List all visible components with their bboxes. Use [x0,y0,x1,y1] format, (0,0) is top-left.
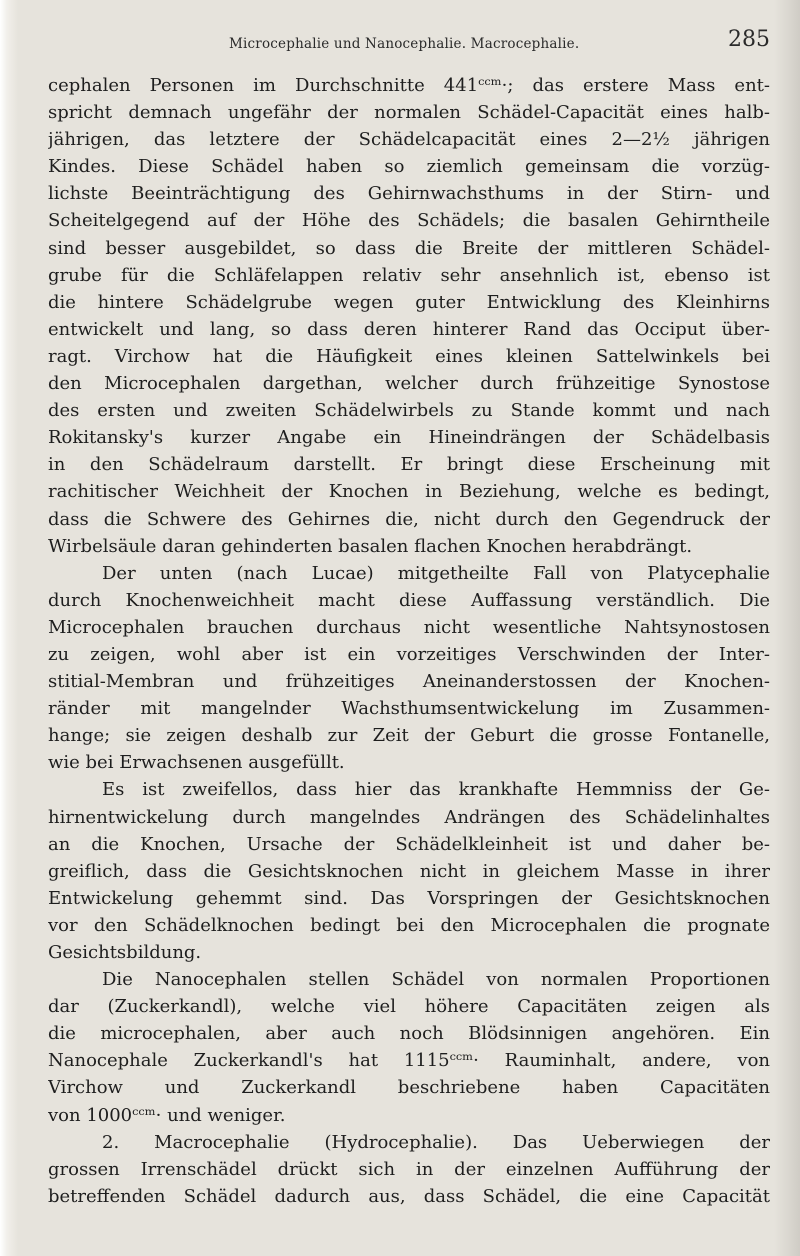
text-line: Nanocephale Zuckerkandl's hat 1115ᶜᶜᵐ· Rauminhalt, andere, von [48,1050,770,1072]
text-line: Microcephalen brauchen durchaus nicht wesentliche Nahtsynostosen [48,616,770,638]
page-number: 285 [728,27,770,52]
text-line: durch Knochenweichheit macht diese Auffassung verständlich. Die [48,589,770,611]
text-line: von 1000ᶜᶜᵐ· und weniger. [48,1104,286,1126]
text-line: entwickelt und lang, so dass deren hinterer Rand das Occiput über- [48,318,770,340]
running-title: Microcephalie und Nanocephalie. Macrocephalie. [229,36,580,52]
text-line: Es ist zweifellos, dass hier das krankhafte Hemmniss der Ge- [102,779,770,801]
body-text [48,72,770,1210]
text-line: 2. Macrocephalie (Hydrocephalie). Das Ueberwiegen der [102,1131,770,1153]
text-line: rachitischer Weichheit der Knochen in Beziehung, welche es bedingt, [48,481,770,503]
text-line: Die Nanocephalen stellen Schädel von normalen Proportionen [102,969,770,991]
text-line: Der unten (nach Lucae) mitgetheilte Fall von Platycephalie [102,562,770,584]
text-line: betreffenden Schädel dadurch aus, dass Schädel, die eine Capacität [48,1185,770,1207]
text-line: Wirbelsäule daran gehinderten basalen flachen Knochen herabdrängt. [48,535,693,557]
text-line: spricht demnach ungefähr der normalen Schädel-Capacität eines halb- [48,102,770,124]
text-line: vor den Schädelknochen bedingt bei den Microcephalen die prognate [48,914,770,936]
text-line: an die Knochen, Ursache der Schädelkleinheit ist und daher be- [48,833,770,855]
text-line: Gesichtsbildung. [48,942,202,963]
text-line: Kindes. Diese Schädel haben so ziemlich gemeinsam die vorzüg- [48,156,770,178]
text-line: cephalen Personen im Durchschnitte 441ᶜᶜᵐ·; das erstere Mass ent- [48,75,770,96]
text-line: sind besser ausgebildet, so dass die Breite der mittleren Schädel- [48,237,770,259]
page-right-edge [774,0,800,1256]
text-line: Scheitelgegend auf der Höhe des Schädels; die basalen Gehirntheile [48,210,770,232]
page-header [48,22,770,62]
text-line: den Microcephalen dargethan, welcher durch frühzeitige Synostose [48,373,770,395]
text-line: Rokitansky's kurzer Angabe ein Hineindrängen der Schädelbasis [48,427,770,449]
text-line: in den Schädelraum darstellt. Er bringt diese Erscheinung mit [48,454,770,476]
text-line: lichste Beeinträchtigung des Gehirnwachsthums in der Stirn- und [48,183,770,205]
text-line: zu zeigen, wohl aber ist ein vorzeitiges Verschwinden der Inter- [48,643,770,665]
text-line: wie bei Erwachsenen ausgefüllt. [48,752,345,774]
text-line: stitial-Membran und frühzeitiges Aneinanderstossen der Knochen- [48,671,770,693]
text-line: greiflich, dass die Gesichtsknochen nicht in gleichem Masse in ihrer [48,860,770,882]
text-line: ränder mit mangelnder Wachsthumsentwickelung im Zusammen- [48,698,770,720]
text-line: grube für die Schläfelappen relativ sehr ansehnlich ist, ebenso ist [48,264,770,286]
text-line: grossen Irrenschädel drückt sich in der einzelnen Aufführung der [48,1158,770,1180]
text-line: Entwickelung gehemmt sind. Das Vorspringen der Gesichtsknochen [48,887,770,909]
text-line: dar (Zuckerkandl), welche viel höhere Capacitäten zeigen als [48,996,770,1018]
page-left-edge [0,0,18,1256]
text-line: hirnentwickelung durch mangelndes Andrängen des Schädelinhaltes [48,806,770,828]
text-line: jährigen, das letztere der Schädelcapacität eines 2—2½ jährigen [48,129,770,151]
text-line: ragt. Virchow hat die Häufigkeit eines kleinen Sattelwinkels bei [48,345,770,367]
text-line: die microcephalen, aber auch noch Blödsinnigen angehören. Ein [48,1023,770,1045]
text-line: Virchow und Zuckerkandl beschriebene haben Capacitäten [48,1077,770,1099]
text-line: dass die Schwere des Gehirnes die, nicht durch den Gegendruck der [48,508,770,530]
text-line: hange; sie zeigen deshalb zur Zeit der Geburt die grosse Fontanelle, [48,725,770,747]
text-line: des ersten und zweiten Schädelwirbels zu Stande kommt und nach [48,400,770,422]
text-line: die hintere Schädelgrube wegen guter Entwicklung des Kleinhirns [48,291,770,313]
